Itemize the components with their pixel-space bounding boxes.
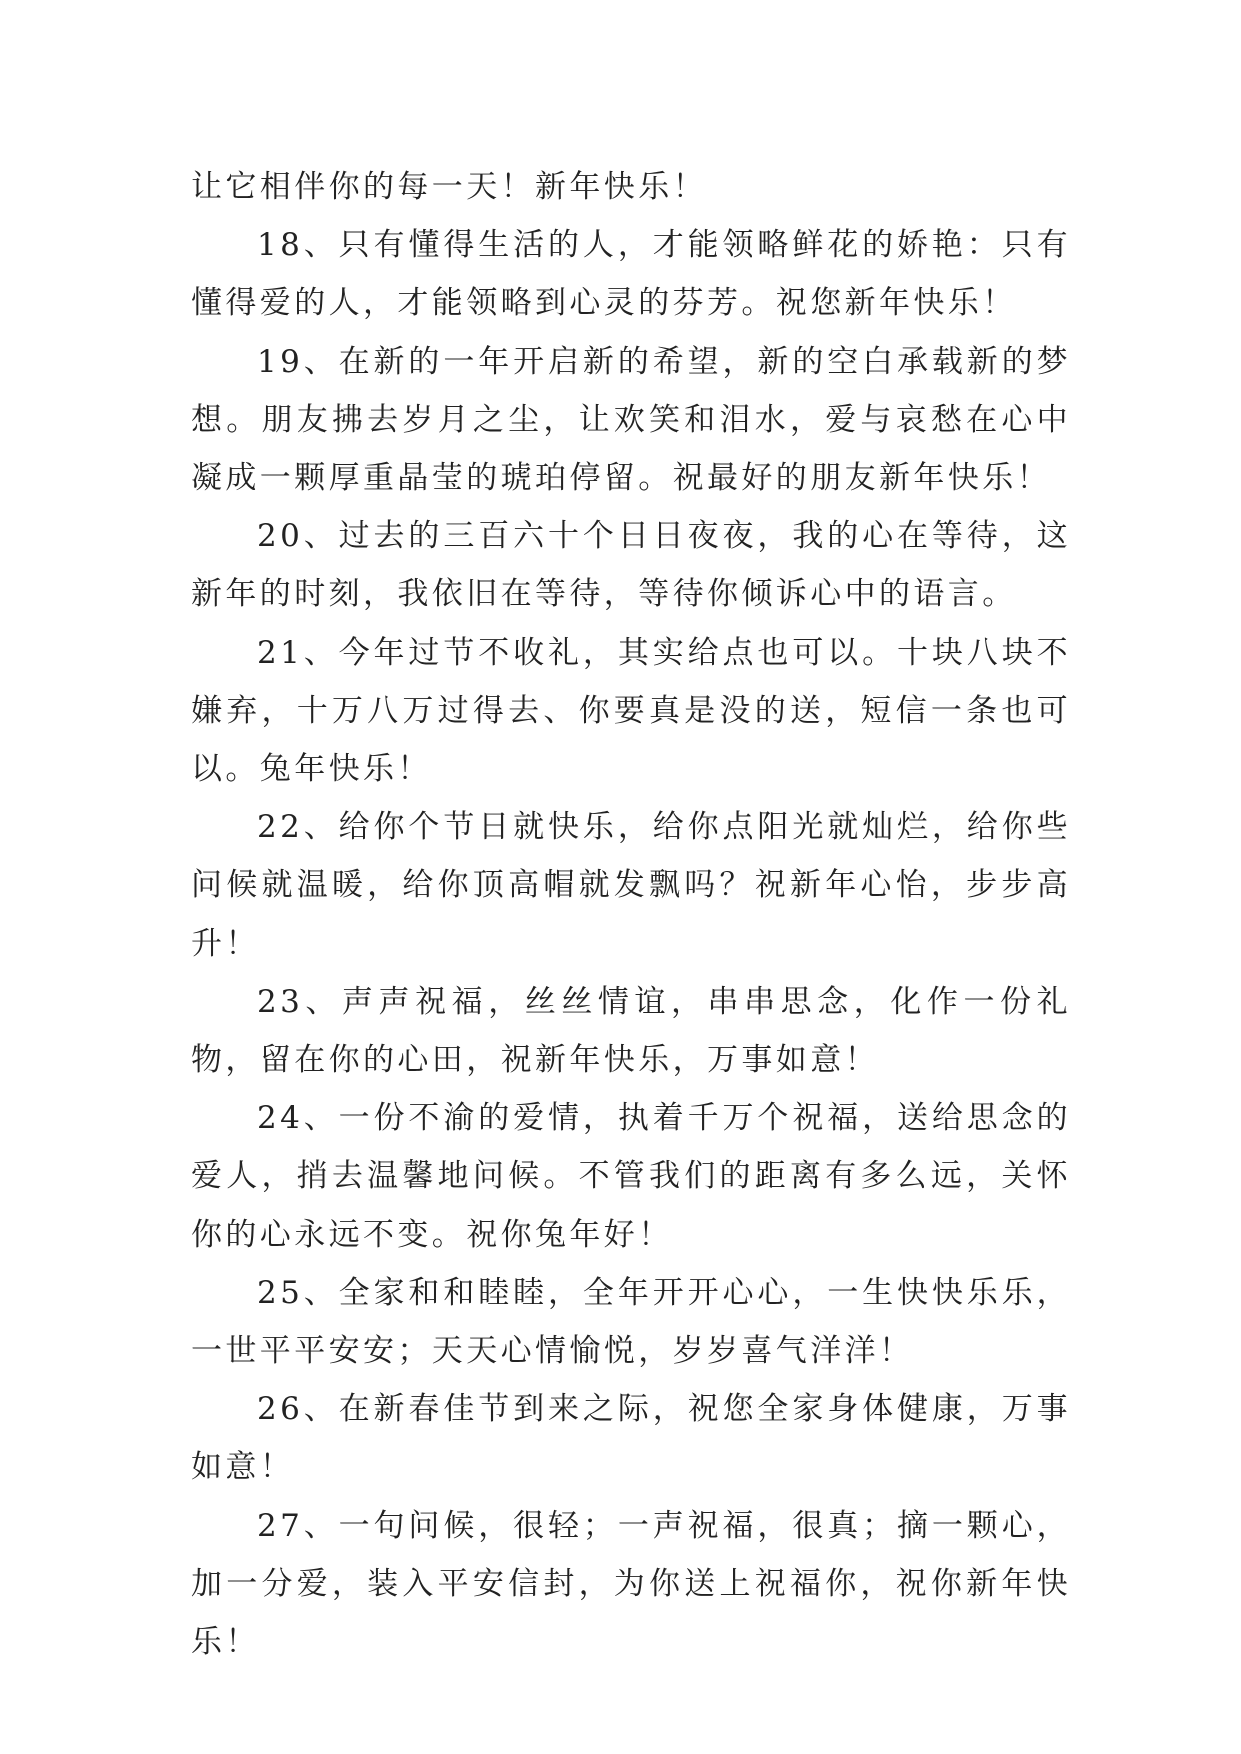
paragraph-18: 18、只有懂得生活的人，才能领略鲜花的娇艳：只有懂得爱的人，才能领略到心灵的芬芳。祝您新年快乐！ bbox=[191, 227, 1071, 322]
paragraph-continuation: 让它相伴你的每一天！新年快乐！ bbox=[191, 169, 707, 205]
paragraph-22: 22、给你个节日就快乐，给你点阳光就灿烂，给你些问候就温暖，给你顶高帽就发飘吗？祝新年心怡，步步高升！ bbox=[191, 809, 1071, 962]
document-body bbox=[191, 158, 1071, 1671]
paragraph-23: 23、声声祝福，丝丝情谊，串串思念，化作一份礼物，留在你的心田，祝新年快乐，万事如意！ bbox=[191, 983, 1071, 1079]
paragraph-19: 19、在新的一年开启新的希望，新的空白承载新的梦想。朋友拂去岁月之尘，让欢笑和泪水，爱与哀愁在心中凝成一颗厚重晶莹的琥珀停留。祝最好的朋友新年快乐！ bbox=[191, 343, 1071, 497]
paragraph-24: 24、一份不渝的爱情，执着千万个祝福，送给思念的爱人，捎去温馨地问候。不管我们的距离有多么远，关怀你的心永远不变。祝你兔年好！ bbox=[191, 1100, 1071, 1253]
paragraph-26: 26、在新春佳节到来之际，祝您全家身体健康，万事如意！ bbox=[191, 1391, 1071, 1486]
paragraph-25: 25、全家和和睦睦，全年开开心心，一生快快乐乐，一世平平安安；天天心情愉悦，岁岁喜气洋洋！ bbox=[191, 1274, 1071, 1370]
paragraph-20: 20、过去的三百六十个日日夜夜，我的心在等待，这新年的时刻，我依旧在等待，等待你倾诉心中的语言。 bbox=[191, 518, 1071, 613]
paragraph-27: 27、一句问候，很轻；一声祝福，很真；摘一颗心，加一分爱，装入平安信封，为你送上祝福你，祝你新年快乐！ bbox=[191, 1507, 1071, 1661]
paragraph-21: 21、今年过节不收礼，其实给点也可以。十块八块不嫌弃，十万八万过得去、你要真是没的送，短信一条也可以。兔年快乐！ bbox=[191, 634, 1071, 788]
